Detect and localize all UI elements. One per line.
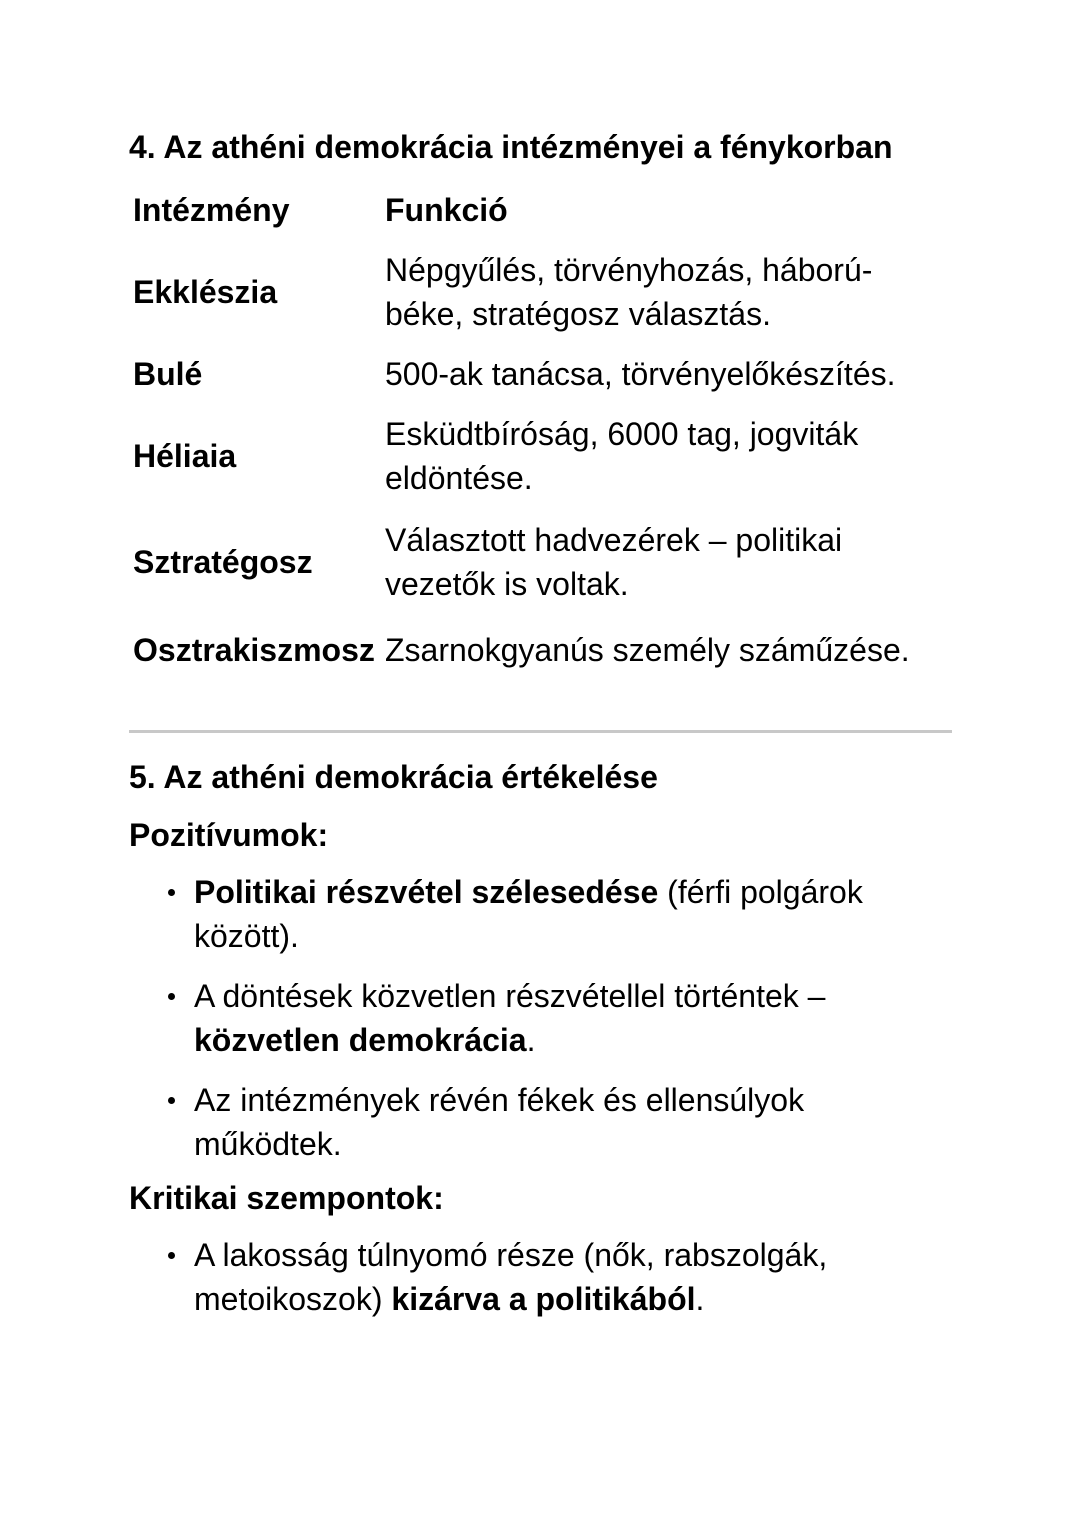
list-item-text: . bbox=[526, 1022, 536, 1058]
table-header-function: Funkció bbox=[385, 192, 508, 228]
list-item-text: . bbox=[695, 1281, 705, 1317]
bullet-icon bbox=[168, 1252, 175, 1259]
section-divider bbox=[129, 730, 952, 733]
list-item bbox=[129, 870, 889, 958]
list-item-bold: Politikai részvétel szélesedése bbox=[194, 874, 659, 910]
list-item bbox=[129, 1233, 889, 1321]
critical-list bbox=[129, 1233, 889, 1321]
bullet-icon bbox=[168, 1097, 175, 1104]
list-item-bold: közvetlen demokrácia bbox=[194, 1022, 527, 1058]
institution-function: Esküdtbíróság, 6000 tag, jogviták eldöntése. bbox=[385, 416, 859, 496]
bullet-icon bbox=[168, 993, 175, 1000]
table-row bbox=[133, 406, 945, 506]
list-item bbox=[129, 974, 889, 1062]
list-item-text: (férfi polgárok között). bbox=[194, 874, 863, 954]
table-row bbox=[133, 506, 945, 618]
institution-function: Népgyűlés, törvényhozás, háború-béke, stratégosz választás. bbox=[385, 252, 873, 332]
institution-function: 500-ak tanácsa, törvényelőkészítés. bbox=[385, 356, 896, 392]
table-row bbox=[133, 242, 945, 342]
institution-function: Választott hadvezérek – politikai vezetők is voltak. bbox=[385, 522, 843, 602]
positives-heading: Pozitívumok: bbox=[129, 817, 329, 853]
institution-name: Osztrakiszmosz bbox=[133, 632, 375, 668]
table-header-row bbox=[133, 186, 945, 242]
list-item-bold: kizárva a politikából bbox=[391, 1281, 696, 1317]
institution-name: Héliaia bbox=[133, 438, 237, 474]
bullet-icon bbox=[168, 889, 175, 896]
critical-heading: Kritikai szempontok: bbox=[129, 1180, 444, 1216]
table-header-institution: Intézmény bbox=[133, 192, 290, 228]
institution-function: Zsarnokgyanús személy száműzése. bbox=[385, 632, 910, 668]
list-item bbox=[129, 1078, 889, 1166]
institution-name: Ekklészia bbox=[133, 274, 278, 310]
list-item-text: A döntések közvetlen részvétellel történtek – bbox=[194, 978, 826, 1014]
section-5-title: 5. Az athéni demokrácia értékelése bbox=[129, 759, 658, 795]
list-item-text: Az intézmények révén fékek és ellensúlyok működtek. bbox=[194, 1082, 805, 1162]
section-4-title: 4. Az athéni demokrácia intézményei a fénykorban bbox=[129, 129, 893, 165]
institutions-table bbox=[133, 186, 945, 682]
table-row bbox=[133, 342, 945, 406]
institution-name: Bulé bbox=[133, 356, 203, 392]
positives-list bbox=[129, 870, 889, 1182]
institution-name: Sztratégosz bbox=[133, 544, 313, 580]
list-item-text: A lakosság túlnyomó része (nők, rabszolgák, metoikoszok) bbox=[194, 1237, 828, 1317]
table-row bbox=[133, 618, 945, 682]
